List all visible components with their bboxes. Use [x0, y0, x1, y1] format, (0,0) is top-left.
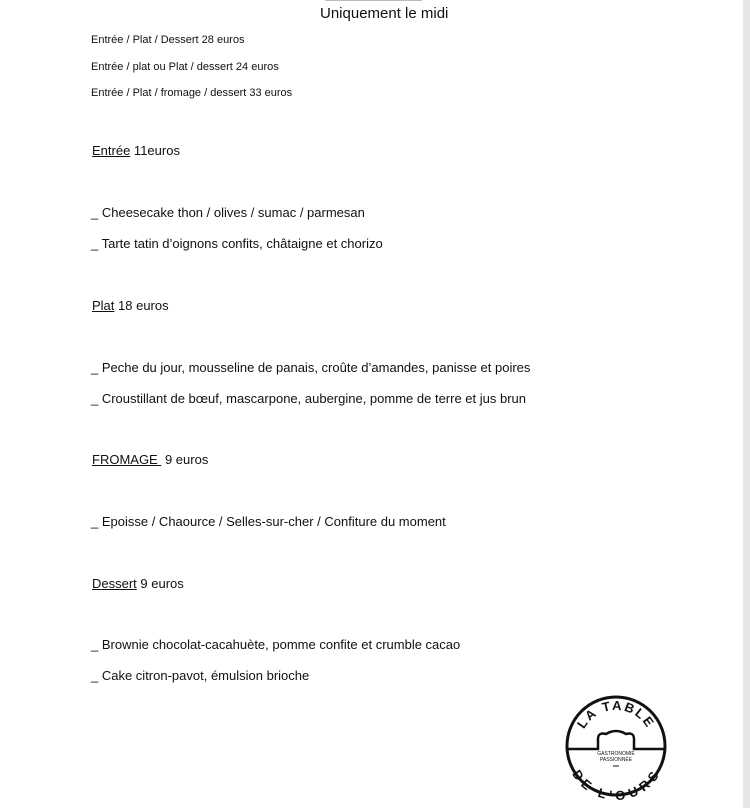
- page-title: Uniquement le midi: [320, 5, 449, 22]
- menu-item: _ Peche du jour, mousseline de panais, croûte d’amandes, panisse et poires: [91, 360, 531, 375]
- menu-item: _ Epoisse / Chaource / Selles-sur-cher / Confiture du moment: [91, 514, 446, 529]
- menu-item: _ Croustillant de bœuf, mascarpone, aubergine, pomme de terre et jus brun: [91, 391, 527, 406]
- menu-item: _ Tarte tatin d’oignons confits, châtaigne et chorizo: [91, 236, 383, 251]
- menu-item: _ Brownie chocolat-cacahuète, pomme confite et crumble cacao: [91, 637, 461, 652]
- formule-3: Entrée / Plat / fromage / dessert 33 euros: [91, 87, 293, 99]
- restaurant-logo: [562, 692, 670, 800]
- section-heading-dessert: Dessert 9 euros: [92, 576, 184, 591]
- svg-text:DE L'OURS: DE L'OURS: [569, 767, 663, 800]
- formule-2: Entrée / plat ou Plat / dessert 24 euros: [91, 61, 279, 73]
- top-rule: [325, 0, 422, 1]
- svg-text:GASTRONOMIE: GASTRONOMIE: [597, 751, 635, 757]
- section-heading-entree: Entrée 11euros: [92, 143, 180, 158]
- svg-text:LA TABLE: LA TABLE: [573, 697, 659, 732]
- section-heading-plat: Plat 18 euros: [92, 298, 169, 313]
- page-edge: [743, 0, 750, 808]
- section-heading-fromage: FROMAGE 9 euros: [92, 452, 209, 467]
- formule-1: Entrée / Plat / Dessert 28 euros: [91, 34, 245, 46]
- menu-item: _ Cheesecake thon / olives / sumac / parmesan: [91, 205, 365, 220]
- svg-text:PASSIONNÉE: PASSIONNÉE: [599, 757, 633, 763]
- menu-item: _ Cake citron-pavot, émulsion brioche: [91, 668, 310, 683]
